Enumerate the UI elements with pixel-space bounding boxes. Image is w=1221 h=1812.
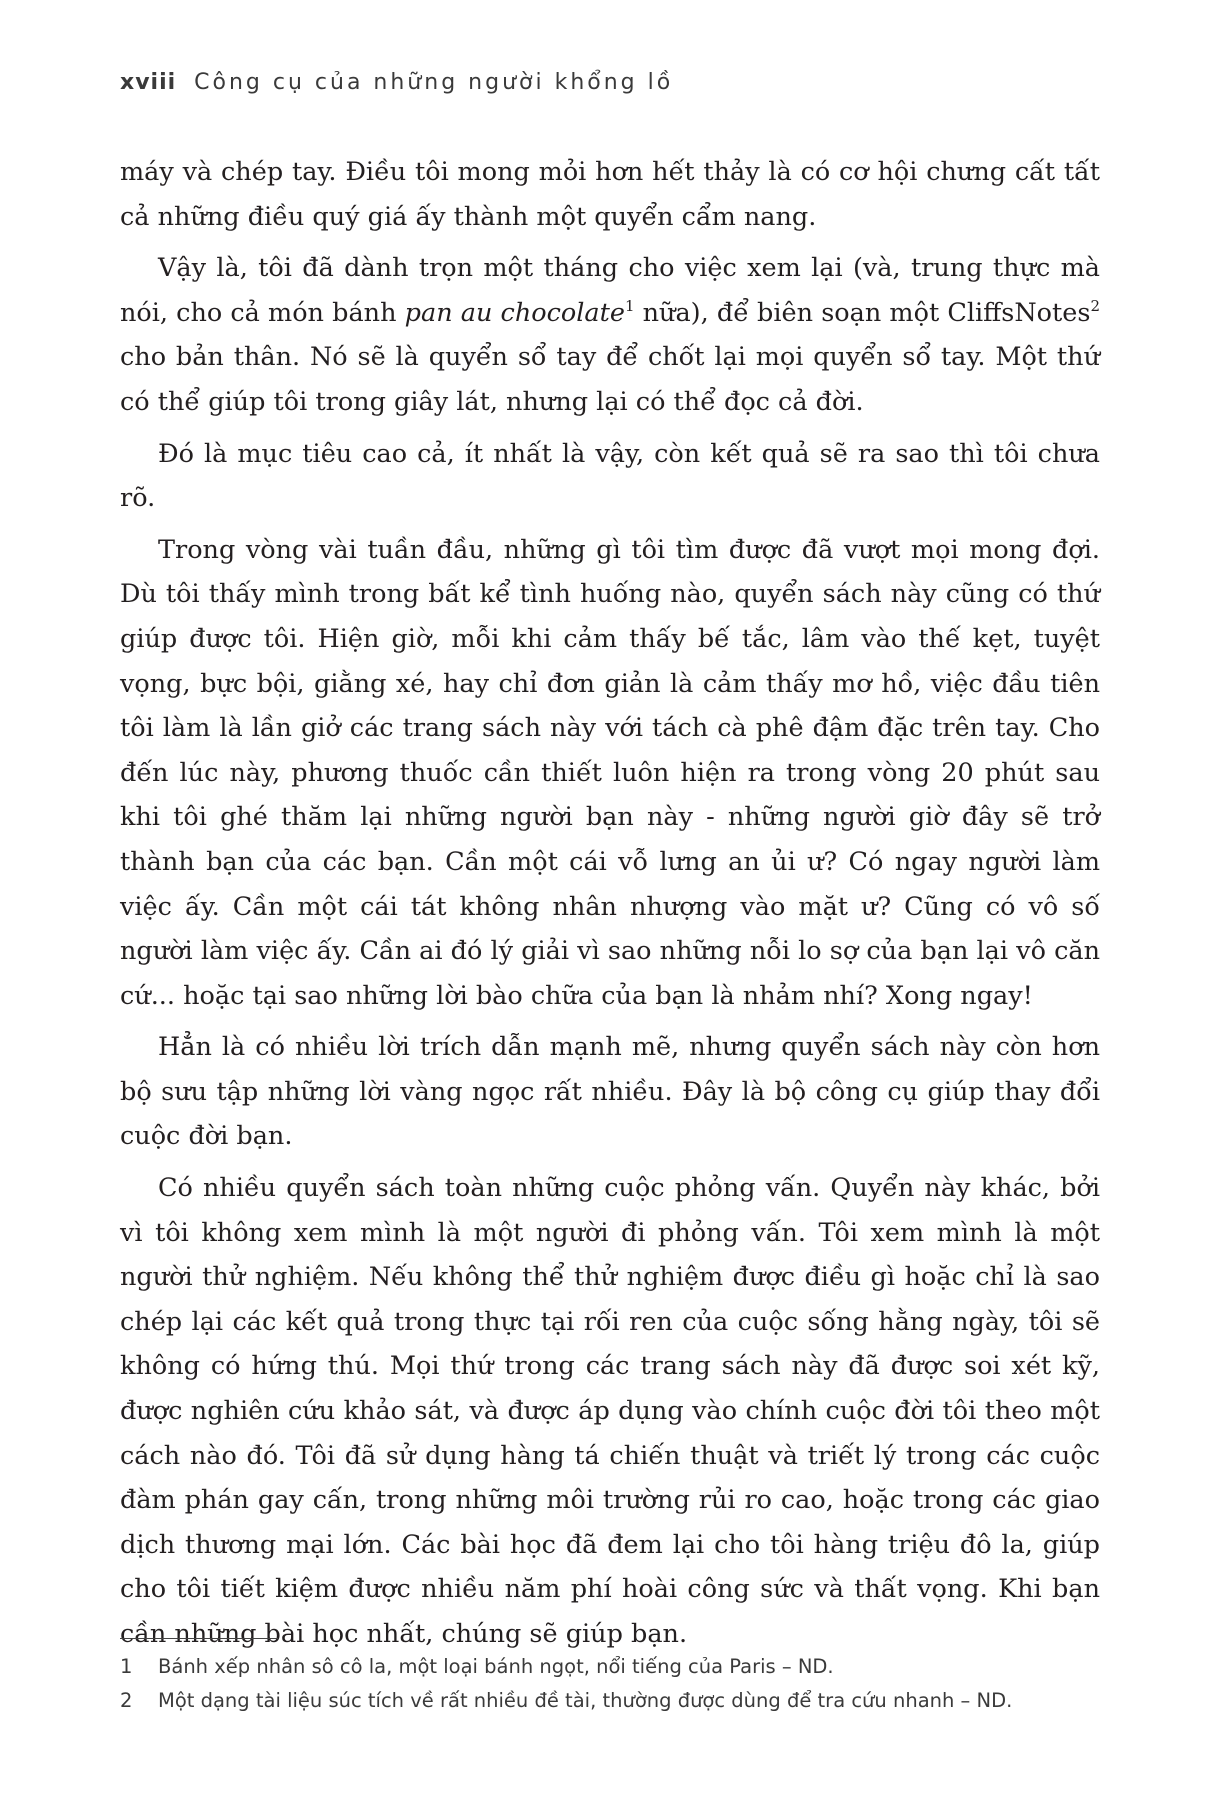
footnote-text: Bánh xếp nhân sô cô la, một loại bánh ngọt, nổi tiếng của Paris – ND. xyxy=(158,1655,834,1678)
book-title: Công cụ của những người khổng lồ xyxy=(194,70,674,95)
paragraph-2-text-c: cho bản thân. Nó sẽ là quyển sổ tay để chốt lại mọi quyển sổ tay. Một thứ có thể giúp tôi trong giây lát, nhưng lại có thể đọc cả đời. xyxy=(120,342,1100,417)
body-text xyxy=(120,150,1100,1664)
footnote-ref-2: 2 xyxy=(1090,296,1100,315)
paragraph-2 xyxy=(120,246,1100,424)
paragraph-5: Hẳn là có nhiều lời trích dẫn mạnh mẽ, nhưng quyển sách này còn hơn bộ sưu tập những lời vàng ngọc rất nhiều. Đây là bộ công cụ giúp thay đổi cuộc đời bạn. xyxy=(120,1032,1100,1152)
paragraph-3: Đó là mục tiêu cao cả, ít nhất là vậy, còn kết quả sẽ ra sao thì tôi chưa rõ. xyxy=(120,438,1100,514)
italic-term: pan au chocolate xyxy=(404,297,625,328)
paragraph-6: Có nhiều quyển sách toàn những cuộc phỏng vấn. Quyển này khác, bởi vì tôi không xem mình là một người đi phỏng vấn. Tôi xem mình là một người thử nghiệm. Nếu không thể thử nghiệm được điều gì hoặc chỉ là sao chép lại các kết quả trong thực tại rối ren của cuộc sống hằng ngày, tôi sẽ không có hứng thú. Mọi thứ trong các trang sách này đã được soi xét kỹ, được nghiên cứu khảo sát, và được áp dụng vào chính cuộc đời tôi theo một cách nào đó. Tôi đã sử dụng hàng tá chiến thuật và triết lý trong các cuộc đàm phán gay cấn, trong những môi trường rủi ro cao, hoặc trong các giao dịch thương mại lớn. Các bài học đã đem lại cho tôi hàng triệu đô la, giúp cho tôi tiết kiệm được nhiều năm phí hoài công sức và thất vọng. Khi bạn cần những bài học nhất, chúng sẽ giúp bạn. xyxy=(120,1173,1100,1649)
paragraph-4: Trong vòng vài tuần đầu, những gì tôi tìm được đã vượt mọi mong đợi. Dù tôi thấy mình trong bất kể tình huống nào, quyển sách này cũng có thứ giúp được tôi. Hiện giờ, mỗi khi cảm thấy bế tắc, lâm vào thế kẹt, tuyệt vọng, bực bội, giằng xé, hay chỉ đơn giản là cảm thấy mơ hồ, việc đầu tiên tôi làm là lần giở các trang sách này với tách cà phê đậm đặc trên tay. Cho đến lúc này, phương thuốc cần thiết luôn hiện ra trong vòng 20 phút sau khi tôi ghé thăm lại những người bạn này - những người giờ đây sẽ trở thành bạn của các bạn. Cần một cái vỗ lưng an ủi ư? Có ngay người làm việc ấy. Cần một cái tát không nhân nhượng vào mặt ư? Cũng có vô số người làm việc ấy. Cần ai đó lý giải vì sao những nỗi lo sợ của bạn lại vô căn cứ... hoặc tại sao những lời bào chữa của bạn là nhảm nhí? Xong ngay! xyxy=(120,534,1100,1011)
paragraph-1: máy và chép tay. Điều tôi mong mỏi hơn hết thảy là có cơ hội chưng cất tất cả những điều quý giá ấy thành một quyển cẩm nang. xyxy=(120,157,1100,232)
footnote-number: 1 xyxy=(120,1655,133,1678)
footnote-text: Một dạng tài liệu súc tích về rất nhiều đề tài, thường được dùng để tra cứu nhanh – ND. xyxy=(158,1689,1013,1712)
footnote-ref-1: 1 xyxy=(624,296,635,315)
footnotes xyxy=(120,1650,1100,1718)
running-head xyxy=(120,70,673,95)
footnote xyxy=(120,1684,1100,1718)
footnote xyxy=(120,1650,1100,1684)
page-number: xviii xyxy=(120,70,177,95)
footnote-number: 2 xyxy=(120,1689,133,1712)
paragraph-2-text-b: nữa), để biên soạn một CliffsNotes xyxy=(634,297,1091,328)
footnote-divider xyxy=(120,1638,278,1639)
paragraph-2-text-a: Vậy là, tôi đã dành trọn một tháng cho việc xem lại (và, trung thực mà nói, cho cả món bánh xyxy=(120,253,1100,328)
